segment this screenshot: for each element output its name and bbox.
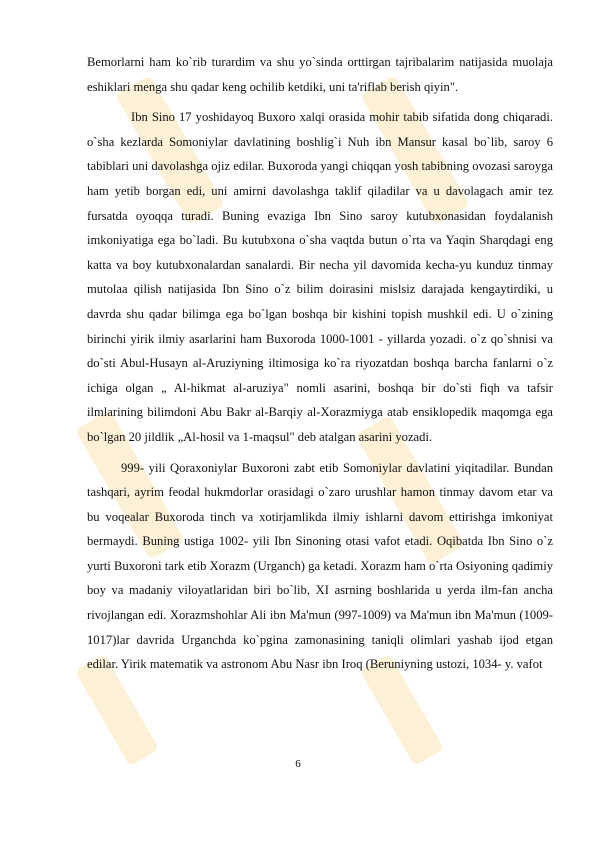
paragraph: 999- yili Qoraxoniylar Buxoroni zabt etib Somoniylar davlatini yiqitadilar. Bundan tashqari, ayrim feodal hukmdorlar orasidagi o`zaro urushlar hamon tinmay davom etar va bu voqealar Buxoroda tinch va xotirjamlikda ilmiy ishlarni davom ettirishga imkoniyat bermaydi. Buning ustiga 1002- yili Ibn Sinoning otasi vafot etadi. Oqibatda Ibn Sino o`z yurti Buxoroni tark etib Xorazm (Urganch) ga ketadi. Xorazm ham o`rta Osiyoning qadimiy boy va madaniy viloyatlaridan biri bo`lib, XI asrning boshlarida u yerda ilm-fan ancha rivojlangan edi. Xorazmshohlar Ali ibn Ma'mun (997-1009) va Ma'mun ibn Ma'mun (1009-1017)lar davrida Urganchda ko`pgina zamonasining taniqli olimlari yashab ijod etgan edilar. Yirik matematik va astronom Abu Nasr ibn Iroq (Beruniyning ustozi, 1034- y. vafot [87,460,553,672]
paragraph: Ibn Sino 17 yoshidayoq Buxoro xalqi orasida mohir tabib sifatida dong chiqaradi. o`sha kezlarda Somoniylar davlatining boshlig`i Nuh ibn Mansur kasal bo`lib, saroy 6 tabiblari uni davolashga ojiz edilar. Buxoroda yangi chiqqan yosh tabibning ovozasi saroyga ham yetib borgan edi, uni amirni davolashga taklif qiladilar va u davolagach amir tez fursatda oyoqqa turadi. Buning evaziga Ibn Sino saroy kutubxonasidan foydalanish imkoniyatiga ega bo`ladi. Bu kutubxona o`sha vaqtda butun o`rta va Yaqin Sharqdagi eng katta va boy kutubxonalardan sanalardi. Bir necha yil davomida kecha-yu kunduz tinmay mutolaa qilish natijasida Ibn Sino o`z bilim doirasini mislsiz darajada kengaytirdiki, u davrda shu qadar bilimga ega bo`lgan boshqa bir kishini topish mushkil edi. U o`zining birinchi yirik ilmiy asarlarini ham Buxoroda 1000-1001 - yillarda yozadi. o`z qo`shnisi va do`sti Abul-Husayn al-Aruziyning iltimosiga ko`ra riyozatdan boshqa barcha fanlarni o`z ichiga olgan „ Al-hikmat al-aruziya" nomli asarini, boshqa bir do`sti fiqh va tafsir ilmlarining bilimdoni Abu Bakr al-Barqiy al-Xorazmiyga atab ensiklopedik maqomga ega bo`lgan 20 jildlik „Al-hosil va 1-maqsul" deb atalgan asarini yozadi. [87,110,553,444]
body-text [87,50,553,677]
page-number: 6 [295,758,301,770]
paragraph: Bemorlarni ham ko`rib turardim va shu yo`sinda orttirgan tajribalarim natijasida muolaja eshiklari menga shu qadar keng ochilib ketdiki, uni ta'riflab berish qiyin". [87,55,553,94]
